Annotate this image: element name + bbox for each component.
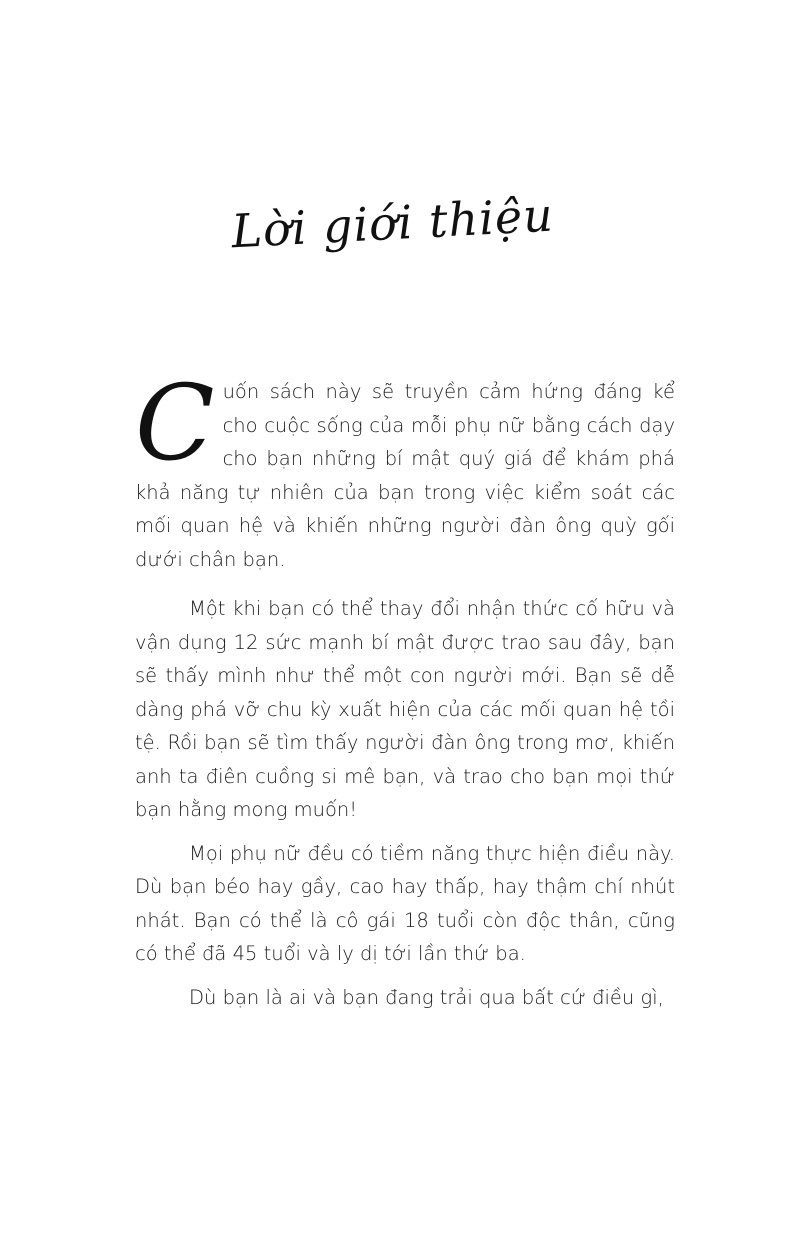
paragraph-text: Mọi phụ nữ đều có tiềm năng thực hiện điều này. Dù bạn béo hay gầy, cao hay thấp, hay thậm chí nhút nhát. Bạn có thể là cô gái 18 tuổi còn độc thân, cũng có thể đã 45 tuổi và ly dị tới lần thứ ba. — [135, 841, 675, 965]
paragraph-text: Một khi bạn có thể thay đổi nhận thức cố hữu và vận dụng 12 sức mạnh bí mật được trao sau đây, bạn sẽ thấy mình như thể một con người mới. Bạn sẽ dễ dàng phá vỡ chu kỳ xuất hiện của các mối quan hệ tồi tệ. Rồi bạn sẽ tìm thấy người đàn ông trong mơ, khiến anh ta điên cuồng si mê bạn, và trao cho bạn mọi thứ bạn hằng mong muốn! — [135, 597, 675, 821]
drop-cap: C — [135, 362, 215, 484]
chapter-title: Lời giới thiệu — [230, 187, 555, 259]
paragraph — [135, 837, 675, 971]
body-text — [135, 362, 675, 1022]
paragraph-text: uốn sách này sẽ truyền cảm hứng đáng kể cho cuộc sống của mỗi phụ nữ bằng cách dạy cho bạn những bí mật quý giá để khám phá khả năng tự nhiên của bạn trong việc kiểm soát các mối quan hệ và khiến những người đàn ông quỳ gối dưới chân bạn. — [135, 380, 675, 571]
paragraph — [135, 981, 675, 1015]
paragraph — [135, 362, 675, 576]
paragraph-text: Dù bạn là ai và bạn đang trải qua bất cứ điều gì, — [189, 985, 664, 1009]
paragraph — [135, 592, 675, 827]
